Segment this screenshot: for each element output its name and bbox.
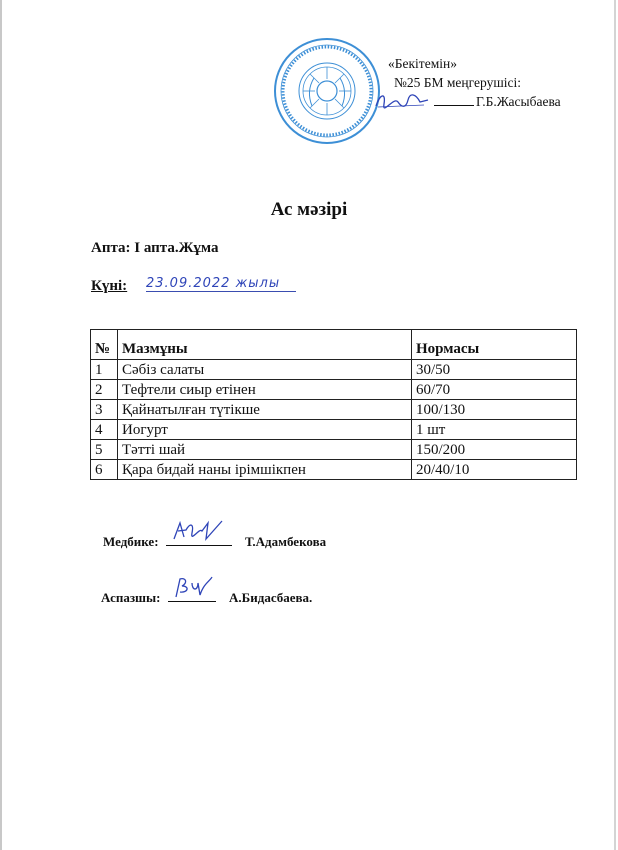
- row-norm: 30/50: [412, 360, 577, 380]
- row-norm: 60/70: [412, 380, 577, 400]
- approval-signature-line: [434, 94, 474, 106]
- row-norm: 1 шт: [412, 420, 577, 440]
- table-row: [91, 400, 577, 420]
- cook-signature-line: [168, 587, 216, 602]
- nurse-name: Т.Адамбекова: [245, 534, 327, 549]
- table-row: [91, 360, 577, 380]
- nurse-label: Медбике:: [103, 534, 159, 549]
- official-seal-icon: [272, 36, 382, 146]
- table-row: [91, 420, 577, 440]
- date-value: 23.09.2022 жылы: [146, 276, 296, 292]
- header-content: Мазмұны: [118, 330, 412, 360]
- nurse-signature-line: [166, 531, 232, 546]
- row-number: 4: [91, 420, 118, 440]
- cook-label: Аспазшы:: [101, 590, 161, 605]
- header-number: №: [91, 330, 118, 360]
- row-item: Тефтели сиыр етінен: [118, 380, 412, 400]
- date-label: Күні:: [91, 278, 128, 294]
- cook-signature-row: [101, 587, 312, 606]
- row-number: 1: [91, 360, 118, 380]
- date-row: [91, 276, 281, 295]
- row-norm: 20/40/10: [412, 460, 577, 480]
- week-label: Апта: І апта.Жұма: [91, 240, 219, 256]
- table-row: [91, 440, 577, 460]
- row-number: 2: [91, 380, 118, 400]
- table-row: [91, 380, 577, 400]
- row-item: Тәтті шай: [118, 440, 412, 460]
- row-item: Иогурт: [118, 420, 412, 440]
- row-norm: 150/200: [412, 440, 577, 460]
- row-number: 3: [91, 400, 118, 420]
- approval-line2: №25 БМ меңгерушісі:: [394, 75, 521, 90]
- approval-name: Г.Б.Жасыбаева: [476, 94, 561, 109]
- table-header-row: [91, 330, 577, 360]
- row-number: 6: [91, 460, 118, 480]
- row-number: 5: [91, 440, 118, 460]
- row-norm: 100/130: [412, 400, 577, 420]
- row-item: Сәбіз салаты: [118, 360, 412, 380]
- nurse-signature-icon: [168, 517, 230, 543]
- row-item: Қайнатылған түтікше: [118, 400, 412, 420]
- scan-edge-left: [0, 0, 2, 850]
- table-row: [91, 460, 577, 480]
- page-title: Ас мәзірі: [270, 199, 348, 220]
- cook-name: А.Бидасбаева.: [229, 590, 313, 605]
- row-item: Қара бидай наны ірімшікпен: [118, 460, 412, 480]
- header-norm: Нормасы: [412, 330, 577, 360]
- scan-edge-right: [614, 0, 616, 850]
- nurse-signature-row: [103, 531, 326, 550]
- approval-block: [388, 54, 561, 111]
- menu-table: [90, 329, 577, 480]
- cook-signature-icon: [170, 573, 216, 599]
- approval-line1: «Бекітемін»: [388, 56, 457, 71]
- approval-name-row: [434, 92, 561, 111]
